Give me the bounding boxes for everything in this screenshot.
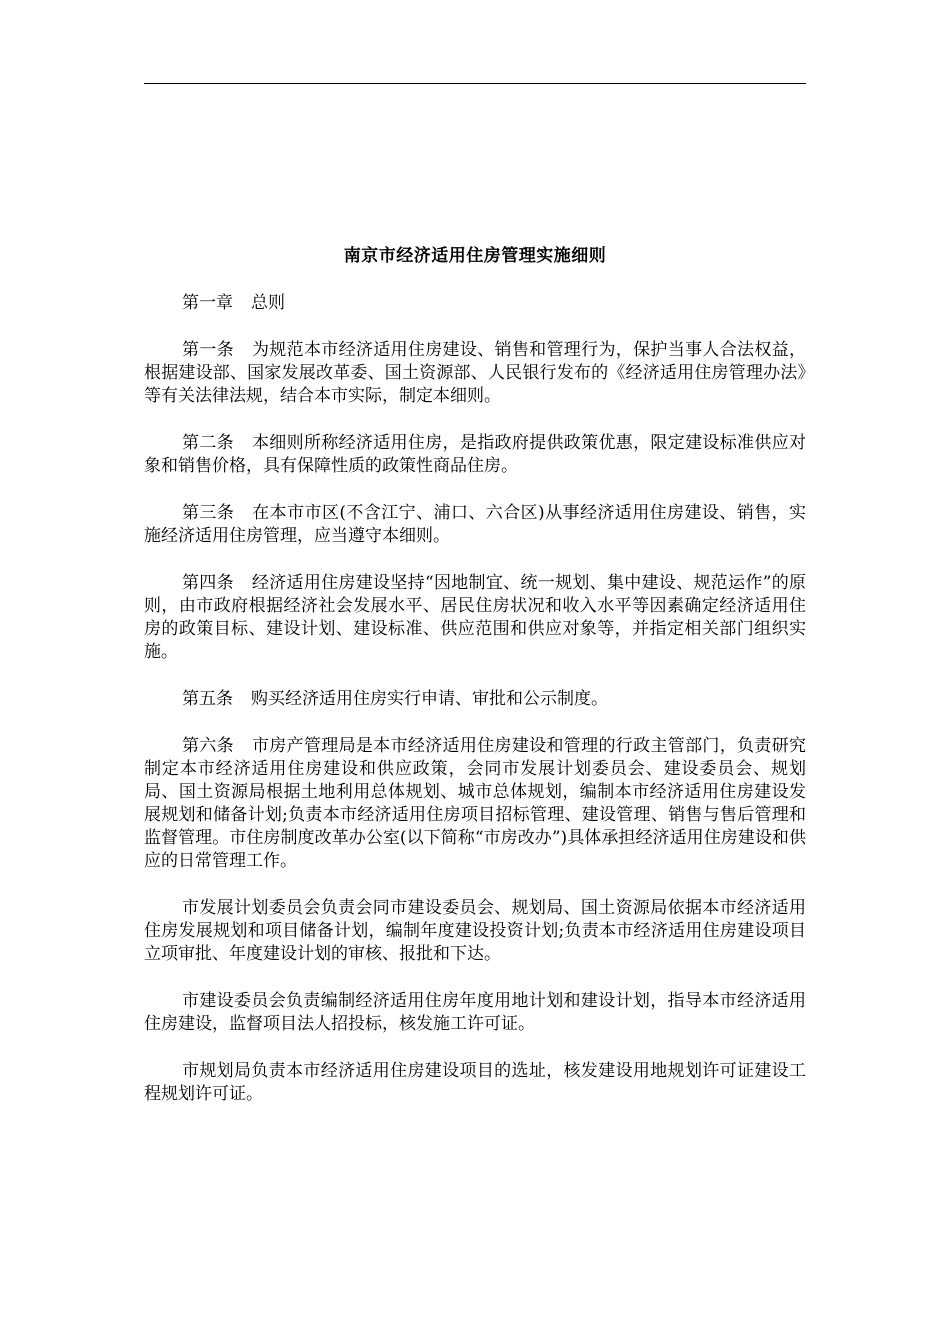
article-label: 第五条 bbox=[182, 689, 233, 709]
article-label: 第二条 bbox=[182, 433, 234, 453]
header-rule bbox=[144, 83, 806, 84]
article-text: 购买经济适用住房实行申请、审批和公示制度。 bbox=[251, 689, 608, 709]
article-text: 为规范本市经济适用住房建设、销售和管理行为，保护当事人合法权益，根据建设部、国家发展改革委、国土资源部、人民银行发布的《经济适用住房管理办法》等有关法律法规，结合本市实际，制定本细则。 bbox=[144, 340, 807, 406]
chapter-heading bbox=[144, 292, 806, 315]
article-label: 第六条 bbox=[182, 736, 234, 756]
paragraph-planning-bureau: 市规划局负责本市经济适用住房建设项目的选址，核发建设用地规划许可证建设工程规划许可证。 bbox=[144, 1061, 806, 1104]
article-5 bbox=[144, 688, 806, 711]
document-body bbox=[144, 245, 806, 1130]
article-text: 经济适用住房建设坚持“因地制宜、统一规划、集中建设、规范运作”的原则，由市政府根据经济社会发展水平、居民住房状况和收入水平等因素确定经济适用住房的政策目标、建设计划、建设标准、供应范围和供应对象等，并指定相关部门组织实施。 bbox=[144, 573, 807, 662]
article-6 bbox=[144, 735, 806, 873]
article-label: 第三条 bbox=[182, 503, 235, 523]
paragraph-construction-committee: 市建设委员会负责编制经济适用住房年度用地计划和建设计划，指导本市经济适用住房建设，监督项目法人招投标，核发施工许可证。 bbox=[144, 991, 806, 1034]
article-label: 第一条 bbox=[182, 340, 234, 360]
article-text: 市房产管理局是本市经济适用住房建设和管理的行政主管部门，负责研究制定本市经济适用住房建设和供应政策，会同市发展计划委员会、建设委员会、规划局、国土资源局根据土地利用总体规划、城市总体规划，编制本市经济适用住房建设发展规划和储备计划;负责本市经济适用住房项目招标管理、建设管理、销售与售后管理和监督管理。市住房制度改革办公室(以下简称“市房改办”)具体承担经济适用住房建设和供应的日常管理工作。 bbox=[144, 736, 807, 871]
article-1 bbox=[144, 339, 806, 408]
document-title: 南京市经济适用住房管理实施细则 bbox=[343, 246, 607, 266]
paragraph-planning-committee: 市发展计划委员会负责会同市建设委员会、规划局、国土资源局依据本市经济适用住房发展规划和项目储备计划，编制年度建设投资计划;负责本市经济适用住房建设项目立项审批、年度建设计划的审核、报批和下达。 bbox=[144, 898, 806, 964]
chapter-text: 总则 bbox=[251, 293, 285, 313]
article-text: 本细则所称经济适用住房，是指政府提供政策优惠，限定建设标准供应对象和销售价格，具有保障性质的政策性商品住房。 bbox=[144, 433, 807, 476]
article-label: 第四条 bbox=[182, 573, 234, 593]
chapter-label: 第一章 bbox=[182, 293, 233, 313]
article-text: 在本市市区(不含江宁、浦口、六合区)从事经济适用住房建设、销售，实施经济适用住房管理，应当遵守本细则。 bbox=[144, 503, 807, 546]
article-3 bbox=[144, 502, 806, 548]
article-2 bbox=[144, 432, 806, 478]
article-4 bbox=[144, 572, 806, 664]
